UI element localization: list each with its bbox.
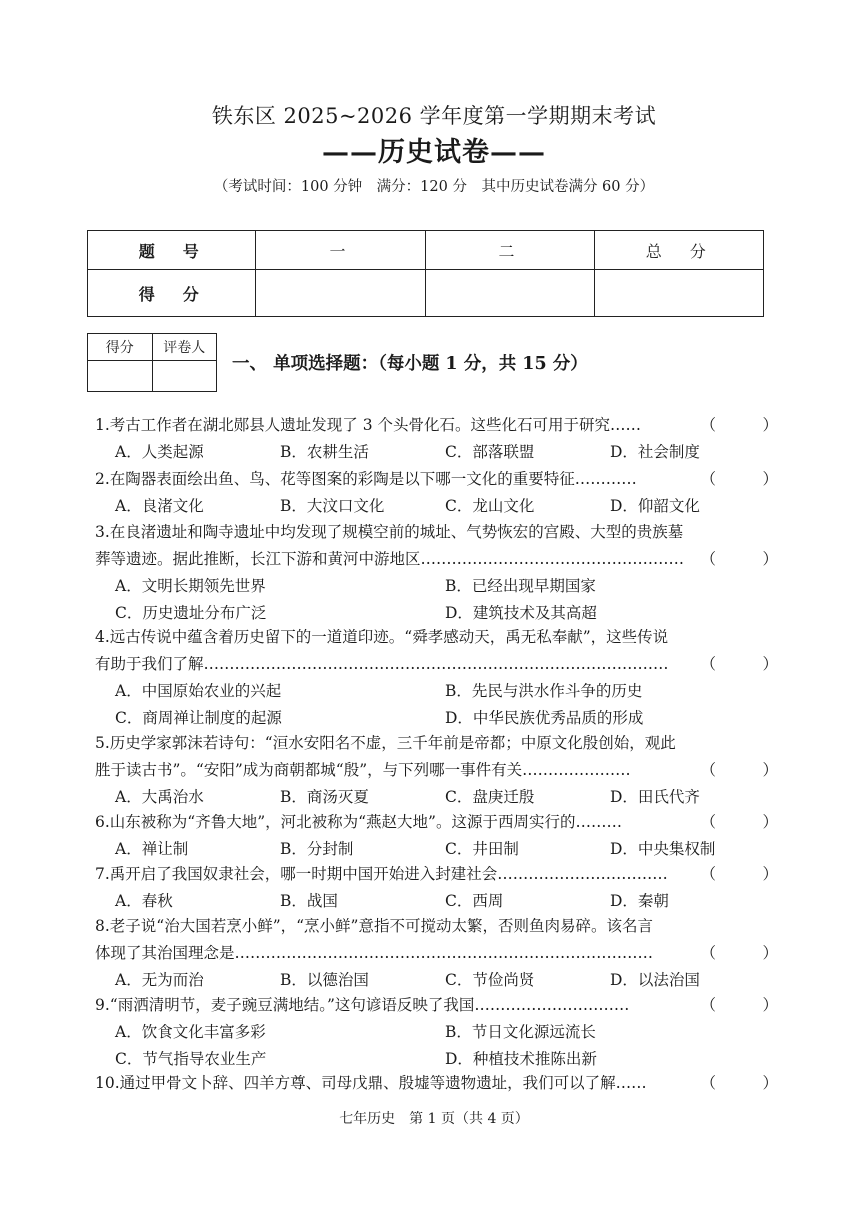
- option-b[interactable]: B．商汤灭夏: [280, 788, 369, 806]
- answer-paren[interactable]: （ ）: [700, 550, 778, 568]
- score-table-col-2: 二: [425, 231, 594, 270]
- question-stem: 5.历史学家郭沫若诗句：“洹水安阳名不虚，三千年前是帝都；中原文化殷创始，观此: [95, 734, 676, 752]
- option-a[interactable]: A．饮食文化丰富多彩: [115, 1023, 266, 1041]
- option-b[interactable]: B．农耕生活: [280, 443, 369, 461]
- question-stem-continued: 葬等遗迹。据此推断，长江下游和黄河中游地区……………………………………………: [95, 550, 685, 568]
- option-b[interactable]: B．大汶口文化: [280, 497, 385, 515]
- score-cell-2[interactable]: [425, 270, 594, 317]
- option-a[interactable]: A．良渚文化: [115, 497, 204, 515]
- options: [95, 836, 778, 863]
- option-a[interactable]: A．无为而治: [115, 971, 204, 989]
- option-b[interactable]: B．已经出现早期国家: [445, 577, 596, 595]
- exam-subtitle: ——历史试卷——: [322, 137, 546, 168]
- score-table-label-score: 得 分: [88, 270, 256, 317]
- answer-paren[interactable]: （ ）: [700, 655, 778, 673]
- option-a[interactable]: A．大禹治水: [115, 788, 204, 806]
- option-d[interactable]: D．秦朝: [610, 892, 669, 910]
- option-d[interactable]: D．田氏代齐: [610, 788, 700, 806]
- option-c[interactable]: C．历史遗址分布广泛: [115, 604, 267, 622]
- exam-title: 铁东区 2025~2026 学年度第一学期期末考试: [211, 104, 657, 128]
- options: [95, 1046, 778, 1073]
- option-a[interactable]: A．人类起源: [115, 443, 204, 461]
- option-c[interactable]: C．西周: [445, 892, 504, 910]
- option-c[interactable]: C．部落联盟: [445, 443, 535, 461]
- option-d[interactable]: D．种植技术推陈出新: [445, 1050, 597, 1068]
- option-d[interactable]: D．仰韶文化: [610, 497, 700, 515]
- option-a[interactable]: A．春秋: [115, 892, 173, 910]
- question-7: [95, 861, 778, 915]
- option-d[interactable]: D．以法治国: [610, 971, 700, 989]
- question-1: [95, 412, 778, 466]
- answer-paren[interactable]: （ ）: [700, 813, 778, 831]
- answer-paren[interactable]: （ ）: [700, 996, 778, 1014]
- question-6: [95, 809, 778, 863]
- score-cell-total[interactable]: [594, 270, 763, 317]
- options: [95, 967, 778, 994]
- question-2: [95, 466, 778, 520]
- options: [95, 493, 778, 520]
- option-b[interactable]: B．以德治国: [280, 971, 369, 989]
- question-stem-continued: 有助于我们了解………………………………………………………………………………: [95, 655, 669, 673]
- section-heading: 一、 单项选择题：（每小题 1 分，共 15 分）: [232, 354, 588, 374]
- option-a[interactable]: A．禅让制: [115, 840, 189, 858]
- question-stem-continued: 胜于读古书”。“安阳”成为商朝都城“殷”，与下列哪一事件有关…………………: [95, 761, 631, 779]
- options: [95, 678, 778, 705]
- question-stem: 1.考古工作者在湖北郧县人遗址发现了 3 个头骨化石。这些化石可用于研究……: [95, 416, 642, 434]
- question-9: [95, 992, 778, 1073]
- option-c[interactable]: C．节俭尚贤: [445, 971, 535, 989]
- question-stem-continued: 体现了其治国理念是………………………………………………………………………: [95, 944, 654, 962]
- score-table-col-1: 一: [256, 231, 425, 270]
- option-b[interactable]: B．分封制: [280, 840, 354, 858]
- question-stem: 3.在良渚遗址和陶寺遗址中均发现了规模空前的城址、气势恢宏的宫殿、大型的贵族墓: [95, 523, 684, 541]
- answer-paren[interactable]: （ ）: [700, 761, 778, 779]
- option-a[interactable]: A．中国原始农业的兴起: [115, 682, 282, 700]
- question-5: [95, 730, 778, 811]
- option-b[interactable]: B．先民与洪水作斗争的历史: [445, 682, 643, 700]
- option-b[interactable]: B．节日文化源远流长: [445, 1023, 596, 1041]
- grader-name-label: 评卷人: [152, 334, 217, 361]
- question-10: [95, 1070, 778, 1097]
- answer-paren[interactable]: （ ）: [700, 416, 778, 434]
- option-d[interactable]: D．中华民族优秀品质的形成: [445, 709, 644, 727]
- answer-paren[interactable]: （ ）: [700, 470, 778, 488]
- option-a[interactable]: A．文明长期领先世界: [115, 577, 266, 595]
- question-stem: 7.禹开启了我国奴隶社会，哪一时期中国开始进入封建社会……………………………: [95, 865, 668, 883]
- option-d[interactable]: D．社会制度: [610, 443, 700, 461]
- score-table-score-row: [88, 270, 764, 317]
- option-c[interactable]: C．龙山文化: [445, 497, 535, 515]
- answer-paren[interactable]: （ ）: [700, 865, 778, 883]
- options: [95, 888, 778, 915]
- score-table-col-total: 总 分: [594, 231, 763, 270]
- score-table-header-row: [88, 231, 764, 270]
- question-3: [95, 519, 778, 627]
- score-table: [87, 230, 764, 317]
- options: [95, 600, 778, 627]
- answer-paren[interactable]: （ ）: [700, 944, 778, 962]
- score-cell-1[interactable]: [256, 270, 425, 317]
- question-stem: 4.远古传说中蕴含着历史留下的一道道印迹。“舜孝感动天，禹无私奉献”，这些传说: [95, 628, 669, 646]
- option-d[interactable]: D．中央集权制: [610, 840, 716, 858]
- exam-info: （考试时间：100 分钟 满分：120 分 其中历史试卷满分 60 分）: [213, 179, 655, 195]
- question-8: [95, 913, 778, 994]
- question-stem: 10.通过甲骨文卜辞、四羊方尊、司母戊鼎、殷墟等遗物遗址，我们可以了解……: [95, 1074, 647, 1092]
- options: [95, 573, 778, 600]
- grader-score-cell[interactable]: [88, 361, 153, 392]
- option-d[interactable]: D．建筑技术及其高超: [445, 604, 597, 622]
- options: [95, 439, 778, 466]
- grader-score-label: 得分: [88, 334, 153, 361]
- score-table-label-question: 题 号: [88, 231, 256, 270]
- question-stem: 6.山东被称为“齐鲁大地”，河北被称为“燕赵大地”。这源于西周实行的………: [95, 813, 622, 831]
- answer-paren[interactable]: （ ）: [700, 1074, 778, 1092]
- grader-name-cell[interactable]: [152, 361, 217, 392]
- question-4: [95, 624, 778, 732]
- option-b[interactable]: B．战国: [280, 892, 338, 910]
- option-c[interactable]: C．盘庚迁殷: [445, 788, 535, 806]
- question-stem: 8.老子说“治大国若烹小鲜”，“烹小鲜”意指不可搅动太繁，否则鱼肉易碎。该名言: [95, 917, 653, 935]
- option-c[interactable]: C．节气指导农业生产: [115, 1050, 267, 1068]
- question-stem: 9.“雨洒清明节，麦子豌豆满地结。”这句谚语反映了我国…………………………: [95, 996, 630, 1014]
- option-c[interactable]: C．商周禅让制度的起源: [115, 709, 282, 727]
- options: [95, 705, 778, 732]
- options: [95, 1019, 778, 1046]
- page-footer: 七年历史 第 1 页（共 4 页）: [339, 1111, 529, 1127]
- option-c[interactable]: C．井田制: [445, 840, 519, 858]
- question-stem: 2.在陶器表面绘出鱼、鸟、花等图案的彩陶是以下哪一文化的重要特征…………: [95, 470, 637, 488]
- grader-box: [87, 333, 217, 392]
- options: [95, 784, 778, 811]
